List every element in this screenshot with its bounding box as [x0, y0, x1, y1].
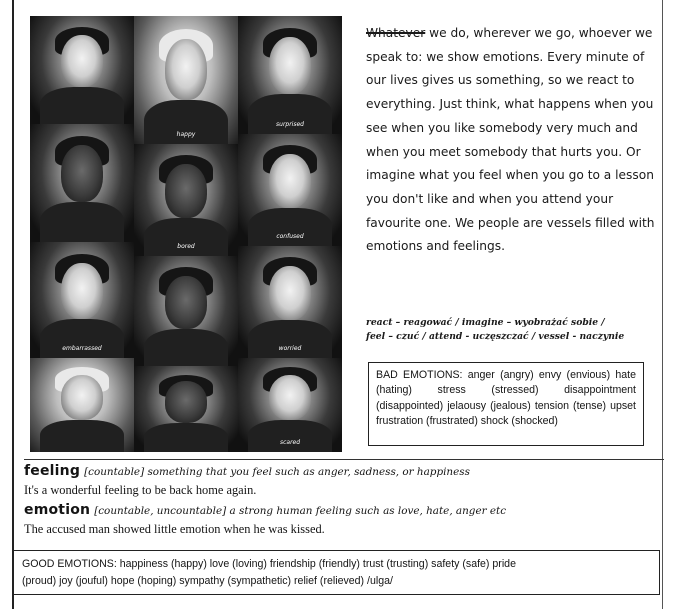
- photo-face: [238, 16, 342, 134]
- section-divider: [24, 459, 664, 460]
- intro-paragraph: [366, 22, 656, 259]
- photo-caption: scared: [279, 439, 301, 446]
- photo-face: [238, 358, 342, 452]
- photo-face: [30, 16, 134, 124]
- bad-emotions-list: BAD EMOTIONS: anger (angry) envy (envious) hate (hating) stress (stressed) disappointment (disappointed) jelaousy (jealous) tension (tense) upset frustration (frustrated) shock (shocked): [376, 369, 636, 428]
- headword: emotion: [24, 502, 91, 518]
- photo-caption: embarrassed: [62, 345, 102, 352]
- photo-face: [30, 124, 134, 242]
- dictionary-entries: [24, 462, 664, 537]
- photo-face: [30, 358, 134, 452]
- photo-caption: confused: [276, 233, 304, 240]
- paragraph-body: we do, wherever we go, whoever we speak to: we show emotions. Every minute of our lives gives us something, so we react to everything. Just think, what happens when you see when you like somebody very much and when you meet somebody that hurts you. Or imagine what you feel when you go to a lesson you don't like and when you attend your favourite one. We people are vessels filled with emotions and feelings.: [366, 26, 655, 254]
- example-sentence: The accused man showed little emotion when he was kissed.: [24, 522, 325, 536]
- photo-face: [134, 16, 238, 144]
- photo-face: [238, 246, 342, 358]
- good-emotions-line: GOOD EMOTIONS: happiness (happy) love (loving) friendship (friendly) trust (trusting) safety (safe) pride: [22, 558, 516, 570]
- dictionary-entry-emotion: [24, 501, 664, 519]
- vocabulary-line: feel – czuć / attend - uczęszczać / vessel - naczynie: [366, 331, 625, 342]
- definition: [countable] something that you feel such as anger, sadness, or happiness: [84, 466, 470, 478]
- photo-face: [134, 256, 238, 366]
- definition: [countable, uncountable] a strong human feeling such as love, hate, anger etc: [94, 505, 507, 517]
- vocabulary-glossary: [366, 316, 666, 344]
- good-emotions-line: (proud) joy (jouful) hope (hoping) sympathy (sympathetic) relief (relieved) /ulga/: [22, 575, 393, 587]
- photo-caption: surprised: [276, 121, 304, 128]
- photo-face: [238, 134, 342, 246]
- page-border-left: [12, 0, 14, 609]
- bad-emotions-box: [368, 362, 644, 446]
- paragraph-lead-word: Whatever: [366, 26, 426, 40]
- example-sentence: It's a wonderful feeling to be back home again.: [24, 483, 257, 497]
- headword: feeling: [24, 463, 81, 479]
- good-emotions-box: [14, 550, 660, 595]
- emotions-photo-collage: [30, 16, 342, 452]
- photo-face: [30, 242, 134, 358]
- dictionary-entry-feeling: [24, 462, 664, 480]
- photo-caption: happy: [176, 131, 196, 138]
- photo-face: [134, 366, 238, 452]
- photo-caption: bored: [177, 243, 195, 250]
- vocabulary-line: react – reagować / imagine – wyobrażać sobie /: [366, 317, 605, 328]
- photo-caption: worried: [278, 345, 302, 352]
- photo-face: [134, 144, 238, 256]
